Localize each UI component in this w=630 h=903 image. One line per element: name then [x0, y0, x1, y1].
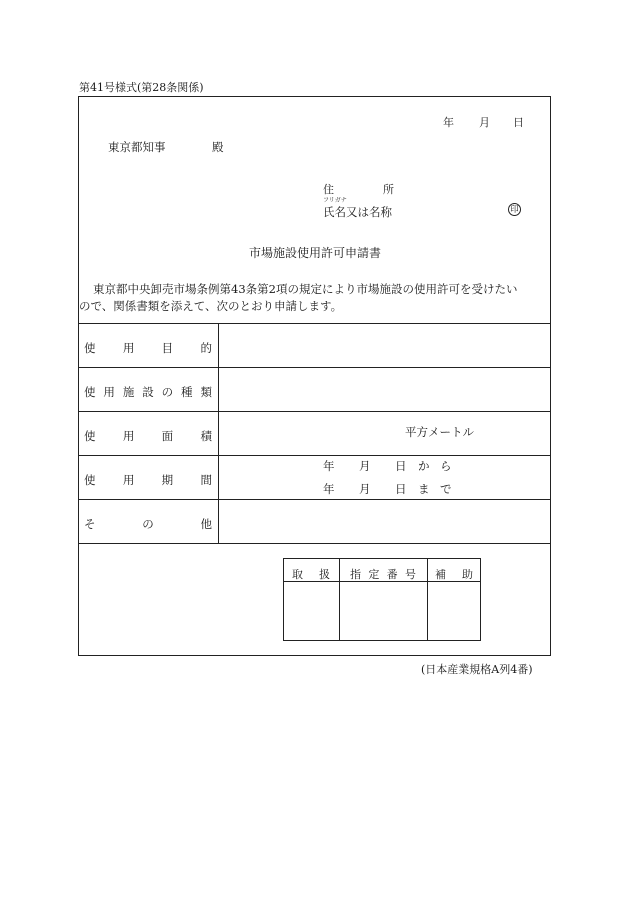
label-char: 面	[161, 429, 174, 443]
label-char: 積	[200, 429, 212, 443]
label-char: 用	[103, 385, 115, 399]
label-char: 使	[84, 385, 96, 399]
label-char: 用	[122, 429, 135, 443]
period-from-year: 年	[323, 459, 335, 473]
period-to-suffix: で	[440, 482, 452, 496]
label-char: 類	[200, 385, 212, 399]
divider-line	[78, 455, 551, 456]
label-char: 用	[122, 341, 135, 355]
name-label: 氏名又は名称	[323, 205, 392, 219]
day-label: 日	[513, 116, 524, 129]
column-divider	[218, 323, 219, 543]
label-char: 種	[181, 385, 193, 399]
divider-line	[78, 367, 551, 368]
divider-line	[78, 543, 551, 544]
document-title: 市場施設使用許可申請書	[248, 246, 381, 260]
label-char: 取	[292, 568, 303, 581]
purpose-label	[84, 340, 212, 356]
month-label: 月	[479, 116, 490, 129]
label-char: 使	[84, 429, 96, 443]
divider-line	[78, 499, 551, 500]
label-char: 定	[368, 568, 380, 581]
period-from-month: 月	[359, 459, 371, 473]
office-table-column-line	[427, 559, 428, 640]
label-char: 設	[142, 385, 154, 399]
statement-line: ので、関係書類を添えて、次のとおり申請します。	[79, 299, 343, 313]
divider-line	[78, 323, 551, 324]
address-label-char: 所	[383, 183, 394, 196]
label-char: 使	[84, 473, 96, 487]
period-from-suffix: か	[418, 459, 430, 473]
facility-type-label	[84, 384, 212, 400]
label-char: 目	[161, 341, 174, 355]
period-from-day: 日	[395, 459, 407, 473]
seal-mark: 印	[508, 203, 521, 216]
office-table-column-line	[339, 559, 340, 640]
label-char: の	[142, 517, 154, 531]
label-char: そ	[84, 517, 96, 531]
area-label	[84, 428, 212, 444]
period-label	[84, 472, 212, 488]
label-char: 指	[350, 568, 361, 581]
label-char: 用	[122, 473, 135, 487]
application-statement	[79, 281, 541, 315]
designation-number-header	[350, 566, 416, 582]
period-to-suffix: ま	[418, 482, 430, 496]
label-char: 期	[161, 473, 174, 487]
other-label	[84, 516, 212, 532]
label-char: 的	[200, 341, 212, 355]
address-label-char: 住	[323, 183, 334, 196]
period-to-month: 月	[359, 482, 371, 496]
label-char: 使	[84, 341, 96, 355]
addressee-name: 東京都知事	[108, 140, 166, 154]
label-char: 施	[122, 385, 135, 399]
year-label: 年	[443, 116, 454, 129]
label-char: 他	[200, 517, 212, 531]
label-char: 扱	[319, 568, 330, 581]
paper-size-note: (日本産業規格A列4番)	[421, 663, 533, 676]
form-number: 第41号様式(第28条関係)	[79, 81, 204, 94]
divider-line	[78, 411, 551, 412]
addressee-honorific: 殿	[212, 140, 224, 154]
handling-header	[292, 566, 330, 582]
label-char: 番	[386, 568, 398, 581]
period-from-suffix: ら	[440, 459, 452, 473]
statement-line: 東京都中央卸売市場条例第43条第2項の規定により市場施設の使用許可を受けたい	[93, 282, 518, 296]
office-use-table	[283, 558, 481, 641]
area-unit: 平方メートル	[405, 425, 474, 439]
label-char: 間	[200, 473, 212, 487]
label-char: 号	[404, 568, 416, 581]
period-to-year: 年	[323, 482, 335, 496]
period-to-day: 日	[395, 482, 407, 496]
label-char: 助	[462, 568, 473, 581]
furigana-label: フリガナ	[323, 197, 347, 204]
assistance-header	[435, 566, 473, 582]
label-char: の	[161, 385, 174, 399]
label-char: 補	[435, 568, 446, 581]
